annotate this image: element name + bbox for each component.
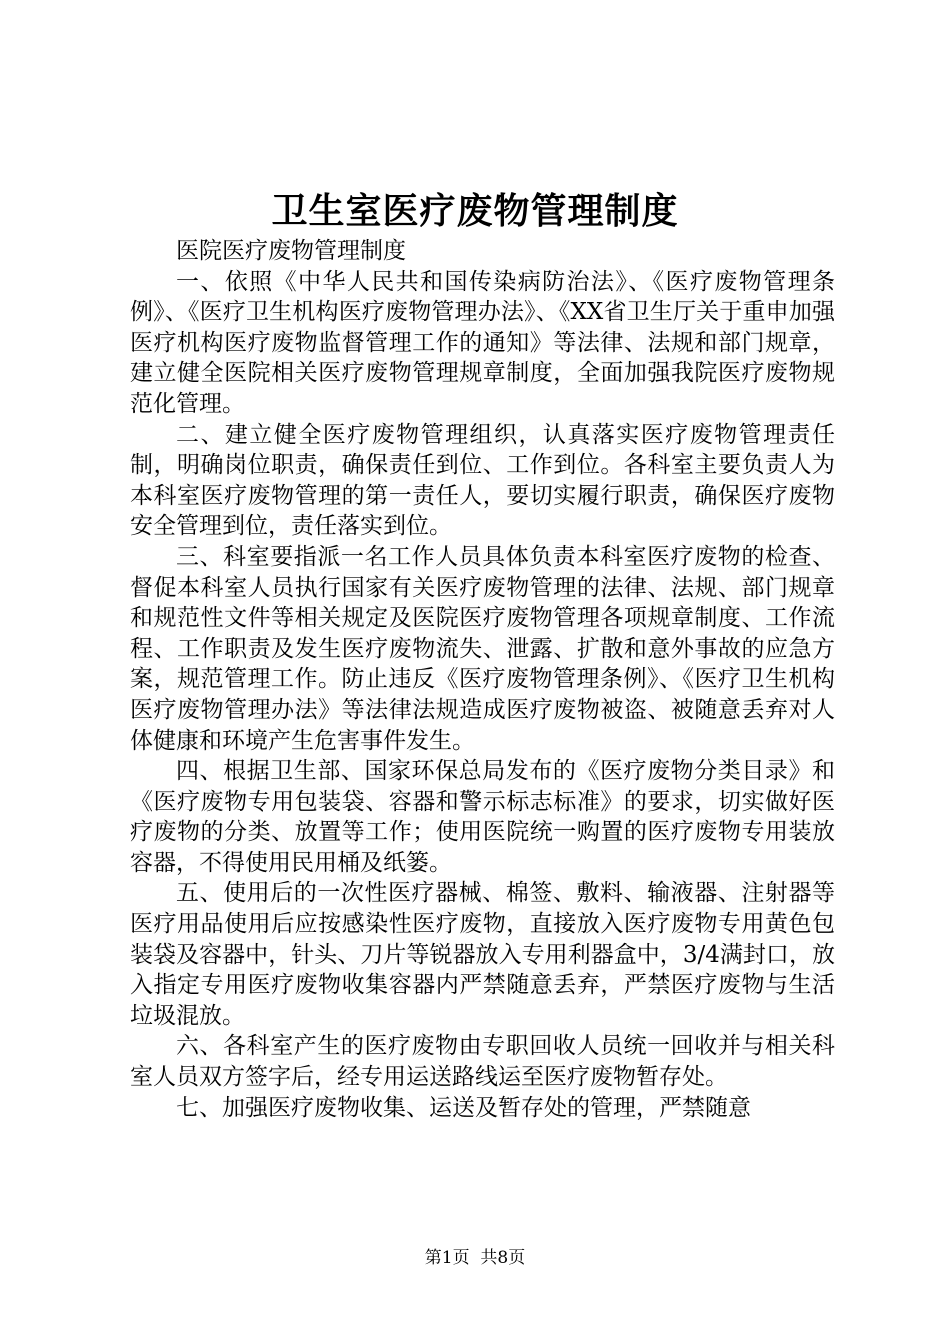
document-title: 卫生室医疗废物管理制度 (271, 191, 679, 232)
paragraph-7: 七、加强医疗废物收集、运送及暂存处的管理，严禁随意 (176, 1094, 751, 1121)
page-number: 第1页 (424, 1248, 470, 1268)
paragraph-5: 五、使用后的一次性医疗器械、棉签、敷料、输液器、注射器等医疗用品使用后应按感染性医疗废物，直接放入医疗废物专用黄色包装袋及容器中，针头、刀片等锐器放入专用利器盒中，3/4满封口，放入指定专用医疗废物收集容器内严禁随意丢弃，严禁医疗废物与生活垃圾混放。 (130, 880, 835, 1029)
paragraph-3: 三、科室要指派一名工作人员具体负责本科室医疗废物的检查、督促本科室人员执行国家有关医疗废物管理的法律、法规、部门规章和规范性文件等相关规定及医院医疗废物管理各项规章制度、工作流程、工作职责及发生医疗废物流失、泄露、扩散和意外事故的应急方案，规范管理工作。防止违反《医疗废物管理条例》、《医疗卫生机构医疗废物管理办法》等法律法规造成医疗废物被盗、被随意丢弃对人体健康和环境产生危害事件发生。 (130, 543, 835, 754)
paragraph-1: 一、依照《中华人民共和国传染病防治法》、《医疗废物管理条例》、《医疗卫生机构医疗废物管理办法》、《XX省卫生厅关于重申加强医疗机构医疗废物监督管理工作的通知》等法律、法规和部门规章，建立健全医院相关医疗废物管理规章制度，全面加强我院医疗废物规范化管理。 (130, 268, 835, 417)
document-body (130, 236, 835, 1123)
paragraph-subtitle: 医院医疗废物管理制度 (176, 238, 406, 264)
page-total: 共8页 (480, 1248, 526, 1268)
page-footer (0, 1243, 950, 1268)
paragraph-4: 四、根据卫生部、国家环保总局发布的《医疗废物分类目录》和《医疗废物专用包装袋、容器和警示标志标准》的要求，切实做好医疗废物的分类、放置等工作；使用医院统一购置的医疗废物专用装放容器，不得使用民用桶及纸篓。 (130, 758, 835, 876)
paragraph-2: 二、建立健全医疗废物管理组织，认真落实医疗废物管理责任制，明确岗位职责，确保责任到位、工作到位。各科室主要负责人为本科室医疗废物管理的第一责任人，要切实履行职责，确保医疗废物安全管理到位，责任落实到位。 (130, 421, 835, 540)
paragraph-6: 六、各科室产生的医疗废物由专职回收人员统一回收并与相关科室人员双方签字后，经专用运送路线运至医疗废物暂存处。 (130, 1033, 835, 1091)
